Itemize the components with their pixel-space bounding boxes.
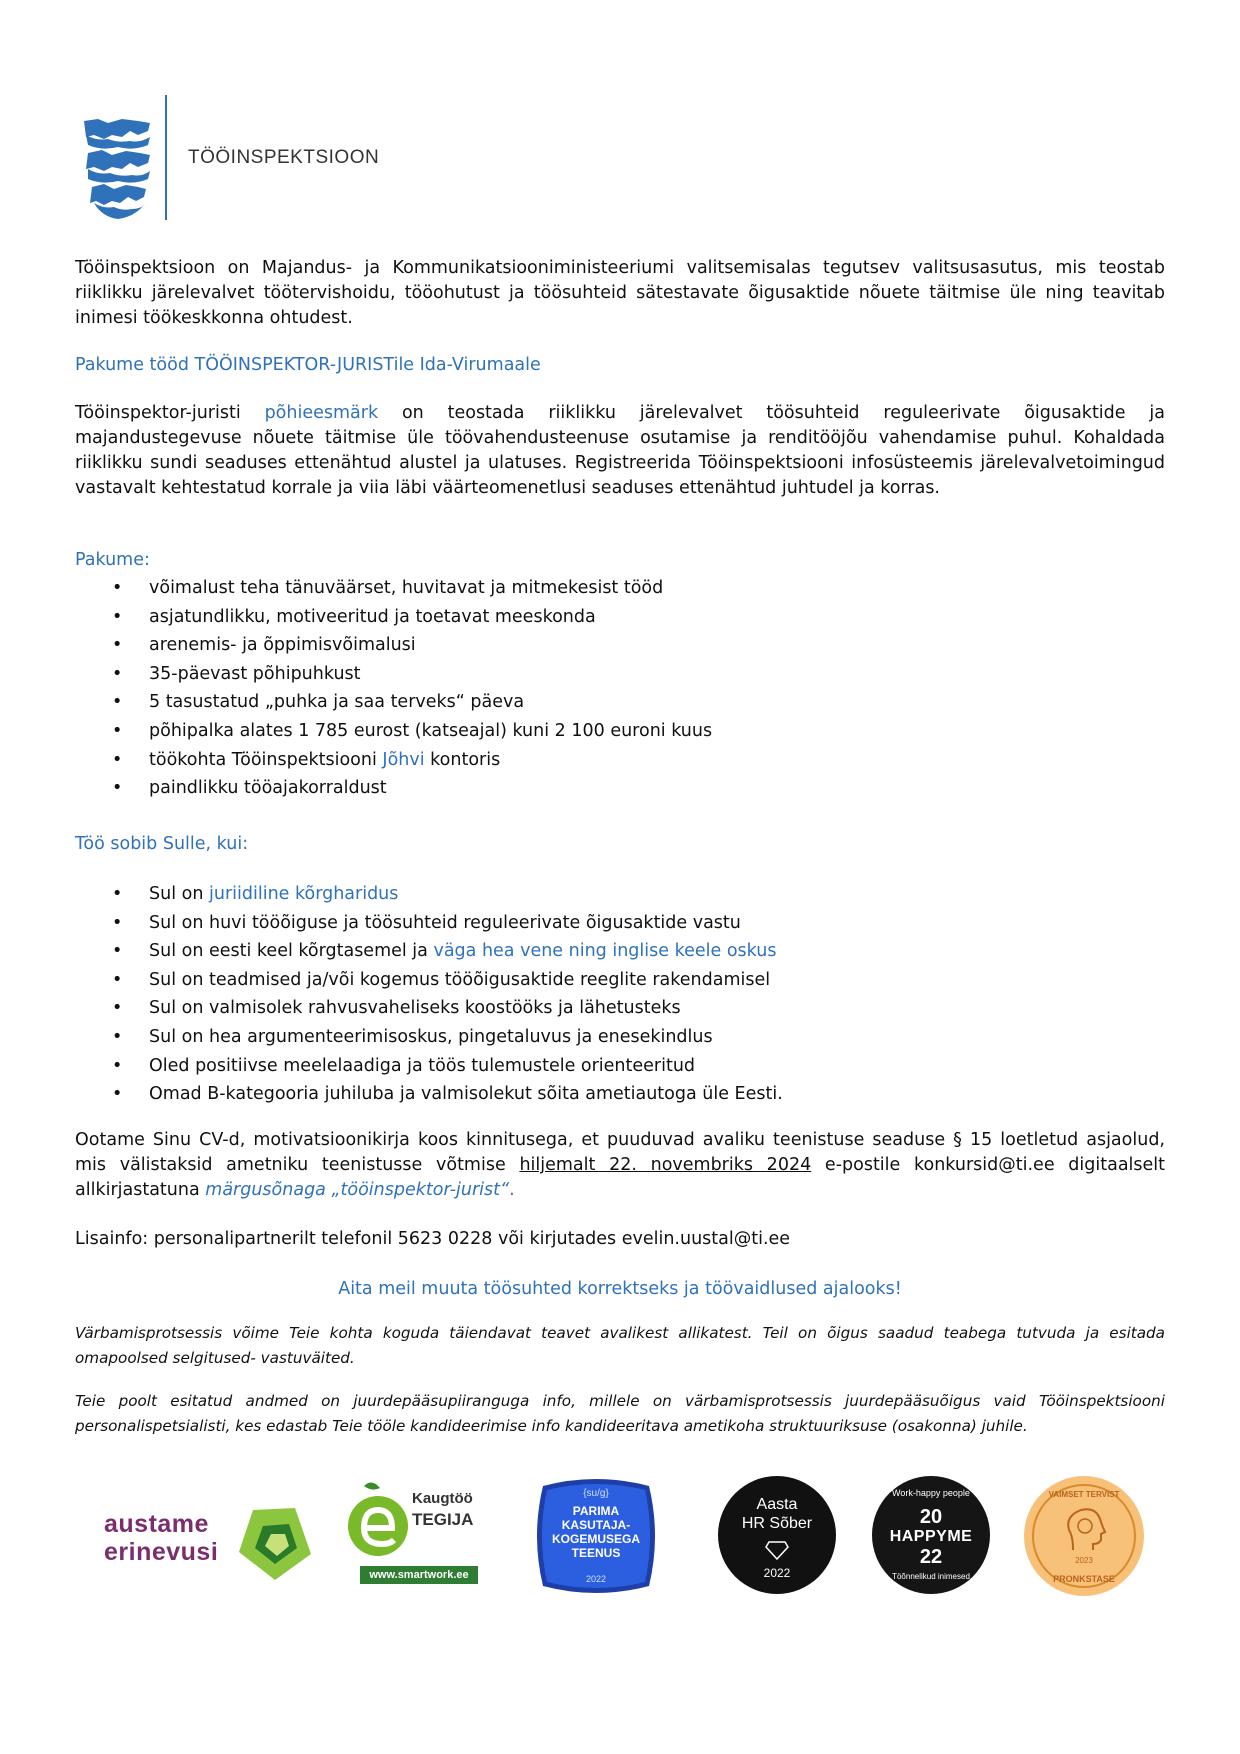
deadline: hiljemalt 22. novembriks 2024 <box>519 1155 812 1175</box>
list-item: • asjatundlikku, motiveeritud ja toetavat meeskonda <box>112 606 596 627</box>
offer-heading: Pakume: <box>75 550 150 570</box>
list-item: • põhipalka alates 1 785 eurost (katseajal) kuni 2 100 euroni kuus <box>112 720 713 741</box>
offer-list <box>75 574 1075 803</box>
list-item: • Sul on juriidiline kõrgharidus <box>112 884 399 904</box>
vaimset-tervist-badge: VAIMSET TERVIST 2023 PRONKSTASE <box>1024 1476 1144 1596</box>
logo-divider <box>165 95 167 220</box>
list-item: • Oled positiivse meelelaadiga ja töös tulemustele orienteeritud <box>112 1055 696 1076</box>
slogan: Aita meil muuta töösuhted korrektseks ja töövaidlused ajalooks! <box>338 1279 902 1299</box>
purpose-highlight: põhieesmärk <box>264 403 379 423</box>
list-item: • 35-päevast põhipuhkust <box>112 663 361 684</box>
list-item: • Sul on huvi tööõiguse ja töösuhteid reguleerivate õigusaktide vastu <box>112 912 741 933</box>
e-leaf-icon <box>342 1480 410 1560</box>
diamond-icon <box>765 1540 789 1560</box>
keyword: märgusõnaga „tööinspektor-jurist“ <box>205 1180 510 1200</box>
purpose-paragraph <box>75 401 1165 501</box>
list-item: • Omad B-kategooria juhiluba ja valmisolekut sõita ametiautoga üle Eesti. <box>112 1084 783 1105</box>
list-item: • 5 tasustatud „puhka ja saa terveks“ päeva <box>112 692 525 713</box>
list-item-office: • töökohta Tööinspektsiooni Jõhvi kontoris <box>112 749 501 770</box>
disclaimer-2: Teie poolt esitatud andmed on juurdepääsupiiranguga info, millele on värbamisprotsessis juurdepääsuõigus vaid Tööinspektsiooni personalispetsialisti, kes edastab Teie tööle kandideerimise info kandideeritava ametikoha struktuuriksuse (osakonna) juhile. <box>75 1392 1165 1435</box>
list-item: • arenemis- ja õppimisvõimalusi <box>112 635 416 656</box>
org-name: TÖÖINSPEKTSIOON <box>188 147 380 168</box>
job-heading: Pakume tööd TÖÖINSPEKTOR-JURISTile Ida-Virumaale <box>75 355 541 375</box>
fit-list <box>75 880 1075 1109</box>
list-item: • Sul on eesti keel kõrgtasemel ja väga hea vene ning inglise keele oskus <box>112 941 777 962</box>
list-item: • võimalust teha tänuväärset, huvitavat ja mitmekesist tööd <box>112 578 664 598</box>
purpose-post: on teostada riiklikku järelevalvet töösuhteid reguleerivate õigusaktide ja majandustegevuse nõuete täitmise üle töövahendusteenuse osutamise ja renditööjõu vahendamise puhul. Kohaldada riiklikku sundi seaduses ettenähtud alustel ja ulatuses. Registreerida Tööinspektsiooni infosüsteemis järelevalvetoimingud vastavalt kehtestatud korrale ja viia läbi väärteomenetlusi seaduses ettenähtud juhtudel ja korras. <box>75 403 1165 498</box>
logo-block <box>70 95 470 225</box>
hr-sober-badge: Aasta HR Sõber 2022 <box>718 1476 836 1594</box>
sug-badge: {su/g} PARIMA KASUTAJA- KOGEMUSEGA TEENUS 2022 <box>533 1476 659 1596</box>
kaugtoo-tegija-badge: Kaugtöö TEGIJA www.smartwork.ee <box>340 1480 480 1590</box>
estonian-coat-of-arms-icon <box>78 113 158 223</box>
list-item: • Sul on teadmised ja/või kogemus tööõigusaktide reeglite rakendamisel <box>112 969 771 990</box>
list-item: • Sul on hea argumenteerimisoskus, pingetaluvus ja enesekindlus <box>112 1026 713 1047</box>
list-item: • paindlikku tööajakorraldust <box>112 778 387 799</box>
apply-paragraph: Ootame Sinu CV-d, motivatsioonikirja koos kinnitusega, et puuduvad avaliku teenistuse seaduse § 15 loetletud asjaolud, mis välistaksid ametniku teenistusse võtmise hiljemalt 22. novembriks 2024 e-postile konkursid@ti.ee digitaalselt allkirjastatuna märgusõnaga „tööinspektor-jurist“. <box>75 1130 1166 1200</box>
head-profile-icon <box>1059 1506 1109 1552</box>
disclaimer-1: Värbamisprotsessis võime Teie kohta koguda täiendavat teavet avalikest allikatest. Teil on õigus saadud teabega tutvuda ja esitada omapoolsed selgitused- vastuväited. <box>75 1324 1165 1367</box>
austame-erinevusi-badge: austame erinevusi <box>100 1500 315 1590</box>
green-pentagon-icon <box>235 1504 313 1582</box>
list-item: • Sul on valmisolek rahvusvaheliseks koostööks ja lähetusteks <box>112 998 681 1019</box>
happyme-badge: Work-happy people 20 HAPPYME 22 Töõnnelikud inimesed <box>872 1476 990 1594</box>
purpose-pre: Tööinspektor-juristi <box>75 403 265 423</box>
intro-paragraph: Tööinspektsioon on Majandus- ja Kommunikatsiooniministeeriumi valitsemisalas tegutsev valitsusasutus, mis teostab riiklikku järelevalvet töötervishoidu, tööohutust ja töösuhteid sätestavate õigusaktide nõuete täitmise üle ning teavitab inimesi töökeskkonna ohtudest. <box>75 258 1165 328</box>
fit-heading: Töö sobib Sulle, kui: <box>75 834 249 854</box>
contact-info: Lisainfo: personalipartnerilt telefonil 5623 0228 või kirjutades evelin.uustal@ti.ee <box>75 1229 791 1249</box>
